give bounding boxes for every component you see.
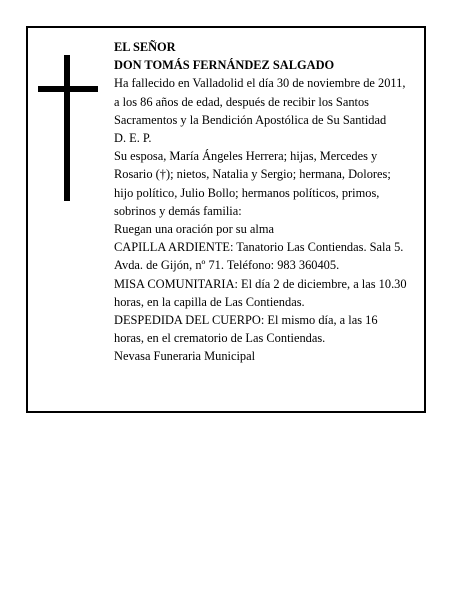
cross-vertical-bar bbox=[64, 55, 70, 201]
deceased-name: DON TOMÁS FERNÁNDEZ SALGADO bbox=[114, 58, 335, 73]
family-list: Su esposa, María Ángeles Herrera; hijas, Mercedes y Rosario (†); nietos, Natalia y Sergio; hermana, Dolores; hijo político, Julio Bollo; hermanos políticos, primos, sobrinos y demás familia: bbox=[114, 149, 391, 218]
notice-title: EL SEÑOR bbox=[114, 40, 176, 54]
prayer-request: Ruegan una oración por su alma bbox=[114, 222, 274, 237]
death-info: Ha fallecido en Valladolid el día 30 de noviembre de 2011, a los 86 años de edad, después de recibir los Santos Sacramentos y la Bendición Apostólica de Su Santidad bbox=[114, 76, 406, 127]
mass-info: MISA COMUNITARIA: El día 2 de diciembre, a las 10.30 horas, en la capilla de Las Contiendas. bbox=[114, 276, 407, 309]
funeral-home: Nevasa Funeraria Municipal bbox=[114, 349, 256, 364]
dep-line: D. E. P. bbox=[114, 131, 152, 146]
obituary-notice bbox=[26, 26, 426, 413]
cross-horizontal-bar bbox=[38, 86, 98, 92]
notice-text bbox=[114, 38, 410, 366]
chapel-info: CAPILLA ARDIENTE: Tanatorio Las Contiendas. Sala 5. Avda. de Gijón, nº 71. Teléfono: 983 360405. bbox=[114, 240, 404, 273]
cross-icon bbox=[38, 55, 98, 201]
farewell-info: DESPEDIDA DEL CUERPO: El mismo día, a las 16 horas, en el crematorio de Las Contiendas. bbox=[114, 313, 378, 346]
